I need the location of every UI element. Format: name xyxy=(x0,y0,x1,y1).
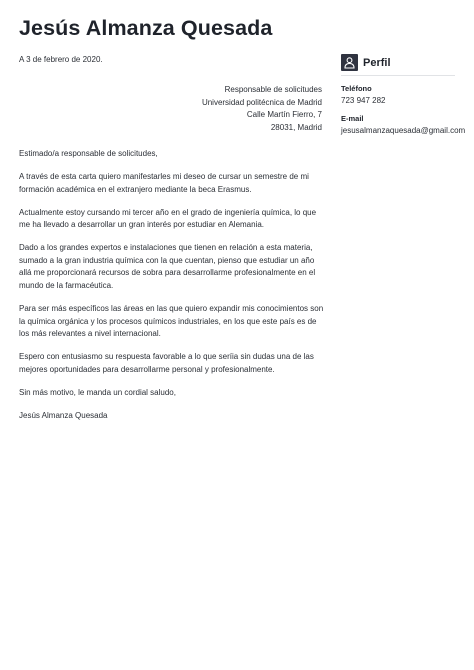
recipient-line: 28031, Madrid xyxy=(270,122,322,132)
salutation: Estimado/a responsable de solicitudes, xyxy=(19,149,158,158)
profile-header xyxy=(341,54,455,76)
email-label: E-mail xyxy=(341,114,364,123)
recipient-line: Calle Martín Fierro, 7 xyxy=(246,110,322,120)
candidate-name: Jesús Almanza Quesada xyxy=(19,16,273,40)
profile-sidebar xyxy=(341,54,466,135)
letter-date: A 3 de febrero de 2020. xyxy=(19,55,103,64)
letter-paragraph: A través de esta carta quiero manifestarles mi deseo de cursar un semestre de mi formación académica en el extranjero mediante la beca Erasmus. xyxy=(19,171,309,194)
letter-paragraph: Dado a los grandes expertos e instalaciones que tienen en relación a esta materia, sumado a la gran industria química con la que cuentan, pienso que estudiar un año allá me proporcionará recursos de sobra para desarrollarme profesionalmente en el mundo de la farmacéutica. xyxy=(19,243,316,290)
closing: Sin más motivo, le manda un cordial saludo, xyxy=(19,387,176,397)
letter-paragraph: Para ser más específicos las áreas en las que quiero expandir mis conocimientos son la química orgánica y los procesos químicos industriales, en los que este país es de los más relevantes a nivel internacional. xyxy=(19,303,324,339)
phone-value: 723 947 282 xyxy=(341,96,386,105)
recipient-line: Universidad politécnica de Madrid xyxy=(201,97,322,107)
phone-label: Teléfono xyxy=(341,84,372,93)
user-icon xyxy=(341,54,358,71)
recipient-line: Responsable de solicitudes xyxy=(224,85,322,94)
signature-name: Jesús Almanza Quesada xyxy=(19,410,108,420)
email-value[interactable]: jesusalmanzaquesada@gmail.com xyxy=(341,126,466,135)
letter-body xyxy=(19,148,324,433)
letter-paragraph: Espero con entusiasmo su respuesta favorable a lo que seríia sin dudas una de las mejores oportunidades para desarrollarme personal y profesionalmente. xyxy=(19,352,314,374)
profile-title: Perfil xyxy=(363,56,391,69)
letter-paragraph: Actualmente estoy cursando mi tercer año en el grado de ingeniería química, lo que me ha llevado a desarrollar un gran interés por estudiar en Alemania. xyxy=(19,207,317,230)
recipient-address xyxy=(202,84,322,134)
